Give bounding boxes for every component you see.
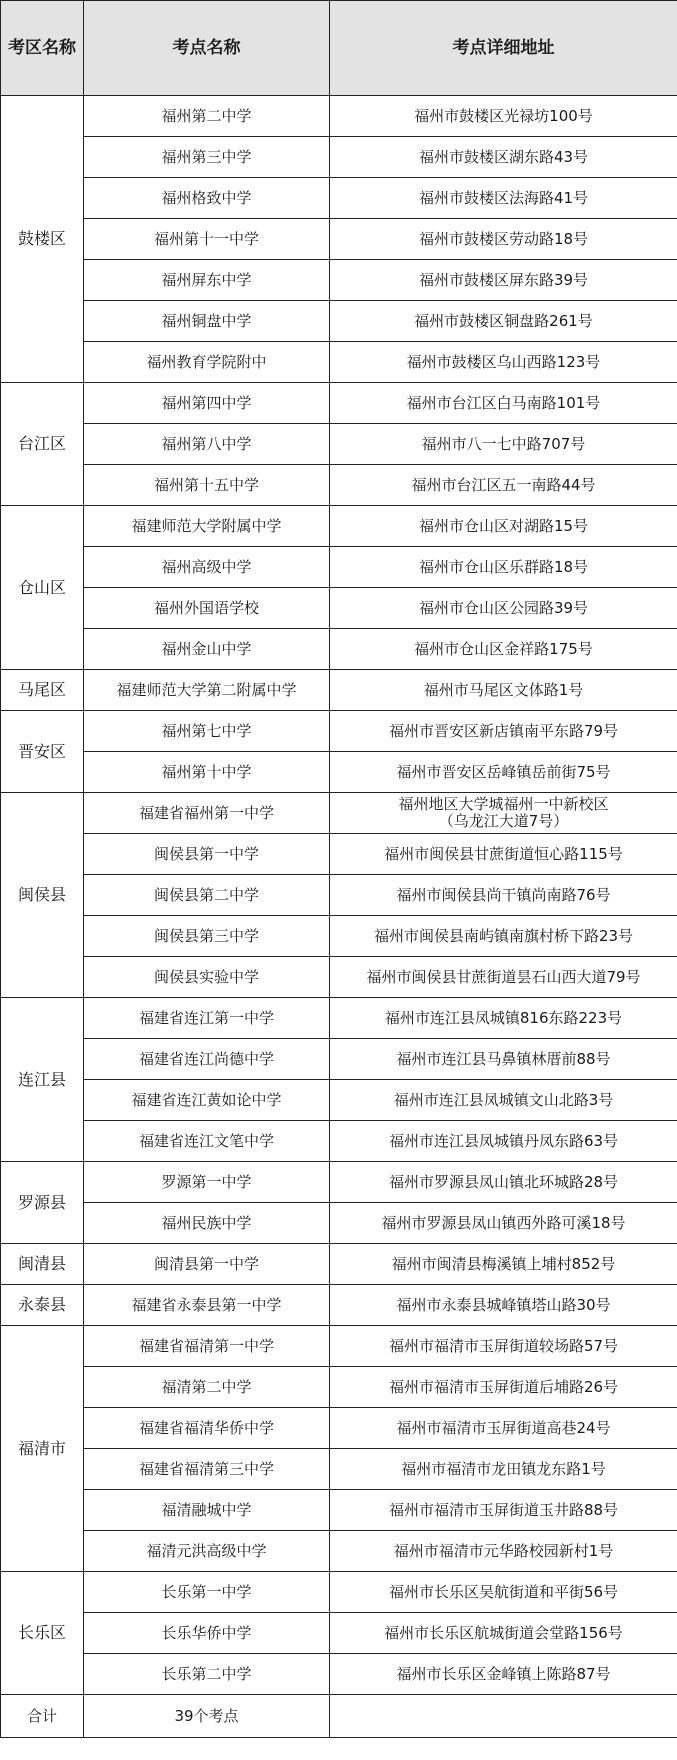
school-cell: 福州第十中学 [84,752,330,793]
table-row [1,1244,677,1285]
total-count: 39个考点 [84,1695,330,1738]
school-cell: 福清元洪高级中学 [84,1531,330,1572]
table-row [1,506,677,547]
school-cell: 长乐第二中学 [84,1654,330,1695]
table-row [1,424,677,465]
address-cell: 福州市罗源县凤山镇西外路可溪18号 [330,1203,677,1244]
table-row [1,383,677,424]
address-cell: 福州市八一七中路707号 [330,424,677,465]
address-cell: 福州市连江县凤城镇丹凤东路63号 [330,1121,677,1162]
school-cell: 福州外国语学校 [84,588,330,629]
school-cell: 闽侯县第三中学 [84,916,330,957]
address-cell: 福州市闽清县梅溪镇上埔村852号 [330,1244,677,1285]
school-cell: 罗源第一中学 [84,1162,330,1203]
address-cell: 福州市连江县马鼻镇林厝前88号 [330,1039,677,1080]
school-cell: 福州第三中学 [84,137,330,178]
district-cell: 长乐区 [1,1572,84,1695]
district-cell: 闽侯县 [1,793,84,998]
table-row [1,547,677,588]
total-address [330,1695,677,1738]
district-cell: 仓山区 [1,506,84,670]
school-cell: 福清第二中学 [84,1367,330,1408]
address-cell: 福州市连江县凤城镇816东路223号 [330,998,677,1039]
school-cell: 福建师范大学附属中学 [84,506,330,547]
school-cell: 福建省连江第一中学 [84,998,330,1039]
table-row [1,219,677,260]
total-row [1,1695,677,1738]
table-row [1,711,677,752]
table-row [1,1326,677,1367]
address-cell: 福州市福清市玉屏街道较场路57号 [330,1326,677,1367]
district-cell: 台江区 [1,383,84,506]
address-cell: 福州市马尾区文体路1号 [330,670,677,711]
table-row [1,137,677,178]
school-cell: 福州铜盘中学 [84,301,330,342]
table-row [1,1654,677,1695]
school-cell: 福州高级中学 [84,547,330,588]
address-line: 福州地区大学城福州一中新校区 [398,795,609,813]
table-row [1,1080,677,1121]
address-cell: 福州市闽侯县甘蔗街道昙石山西大道79号 [330,957,677,998]
school-cell: 福州金山中学 [84,629,330,670]
school-cell: 福州格致中学 [84,178,330,219]
address-cell: 福州市罗源县凤山镇北环城路28号 [330,1162,677,1203]
table-row [1,834,677,875]
school-cell: 福建省福清华侨中学 [84,1408,330,1449]
address-cell: 福州市连江县凤城镇文山北路3号 [330,1080,677,1121]
address-cell: 福州市闽侯县甘蔗街道恒心路115号 [330,834,677,875]
header-address: 考点详细地址 [330,1,677,96]
address-cell: 福州市鼓楼区乌山西路123号 [330,342,677,383]
table-row [1,1613,677,1654]
school-cell: 闽侯县第一中学 [84,834,330,875]
district-cell: 鼓楼区 [1,96,84,383]
total-label: 合计 [1,1695,84,1738]
school-cell: 福建省福清第一中学 [84,1326,330,1367]
table-body [1,96,677,1738]
address-cell: 福州市长乐区金峰镇上陈路87号 [330,1654,677,1695]
school-cell: 福建省连江文笔中学 [84,1121,330,1162]
table-row [1,1203,677,1244]
table-row [1,752,677,793]
address-cell [330,793,677,834]
table-row [1,916,677,957]
address-cell: 福州市鼓楼区湖东路43号 [330,137,677,178]
school-cell: 闽侯县实验中学 [84,957,330,998]
school-cell: 福建师范大学第二附属中学 [84,670,330,711]
district-cell: 福清市 [1,1326,84,1572]
header-district: 考区名称 [1,1,84,96]
table-row [1,875,677,916]
table-row [1,1449,677,1490]
address-cell: 福州市台江区白马南路101号 [330,383,677,424]
table-row [1,670,677,711]
address-cell: 福州市鼓楼区法海路41号 [330,178,677,219]
school-cell: 福州第七中学 [84,711,330,752]
address-cell: 福州市仓山区公园路39号 [330,588,677,629]
district-cell: 连江县 [1,998,84,1162]
school-cell: 福建省连江尚德中学 [84,1039,330,1080]
address-cell: 福州市鼓楼区屏东路39号 [330,260,677,301]
table-row [1,1367,677,1408]
school-cell: 福州屏东中学 [84,260,330,301]
school-cell: 福建省福清第三中学 [84,1449,330,1490]
school-cell: 福州第八中学 [84,424,330,465]
school-cell: 福清融城中学 [84,1490,330,1531]
school-cell: 福州民族中学 [84,1203,330,1244]
address-cell: 福州市福清市玉屏街道玉井路88号 [330,1490,677,1531]
school-cell: 闽清县第一中学 [84,1244,330,1285]
table-row [1,1039,677,1080]
district-cell: 闽清县 [1,1244,84,1285]
address-cell: 福州市福清市元华路校园新村1号 [330,1531,677,1572]
table-row [1,1531,677,1572]
header-school: 考点名称 [84,1,330,96]
table-row [1,629,677,670]
address-cell: 福州市台江区五一南路44号 [330,465,677,506]
table-row [1,1408,677,1449]
address-cell: 福州市福清市玉屏街道高巷24号 [330,1408,677,1449]
school-cell: 福建省永泰县第一中学 [84,1285,330,1326]
table-row [1,178,677,219]
district-cell: 永泰县 [1,1285,84,1326]
school-cell: 福建省连江黄如论中学 [84,1080,330,1121]
table-header [1,1,677,96]
table-row [1,957,677,998]
address-cell: 福州市鼓楼区光禄坊100号 [330,96,677,137]
address-cell: 福州市闽侯县尚干镇尚南路76号 [330,875,677,916]
school-cell: 长乐华侨中学 [84,1613,330,1654]
school-cell: 长乐第一中学 [84,1572,330,1613]
address-cell: 福州市福清市龙田镇龙东路1号 [330,1449,677,1490]
table-row [1,1572,677,1613]
table-row [1,96,677,137]
school-cell: 闽侯县第二中学 [84,875,330,916]
district-cell: 罗源县 [1,1162,84,1244]
address-line-2: （乌龙江大道7号） [438,812,569,830]
district-cell: 马尾区 [1,670,84,711]
school-cell: 福州第十一中学 [84,219,330,260]
school-cell: 福州第二中学 [84,96,330,137]
table-row [1,1121,677,1162]
address-cell: 福州市晋安区新店镇南平东路79号 [330,711,677,752]
table-row [1,1285,677,1326]
table-row [1,465,677,506]
table-row [1,998,677,1039]
address-cell: 福州市仓山区金祥路175号 [330,629,677,670]
school-cell: 福建省福州第一中学 [84,793,330,834]
table-row [1,260,677,301]
address-cell: 福州市闽侯县南屿镇南旗村桥下路23号 [330,916,677,957]
address-cell: 福州市长乐区吴航街道和平街56号 [330,1572,677,1613]
address-cell: 福州市长乐区航城街道会堂路156号 [330,1613,677,1654]
address-cell: 福州市仓山区乐群路18号 [330,547,677,588]
table-row [1,301,677,342]
address-cell: 福州市福清市玉屏街道后埔路26号 [330,1367,677,1408]
address-cell: 福州市仓山区对湖路15号 [330,506,677,547]
school-cell: 福州第四中学 [84,383,330,424]
address-cell: 福州市鼓楼区铜盘路261号 [330,301,677,342]
table-row [1,1490,677,1531]
table-row [1,793,677,834]
table-row [1,588,677,629]
address-cell: 福州市永泰县城峰镇塔山路30号 [330,1285,677,1326]
header-row [1,1,677,96]
school-cell: 福州第十五中学 [84,465,330,506]
table-row [1,342,677,383]
school-cell: 福州教育学院附中 [84,342,330,383]
table-row [1,1162,677,1203]
address-cell: 福州市鼓楼区劳动路18号 [330,219,677,260]
district-cell: 晋安区 [1,711,84,793]
address-cell: 福州市晋安区岳峰镇岳前街75号 [330,752,677,793]
